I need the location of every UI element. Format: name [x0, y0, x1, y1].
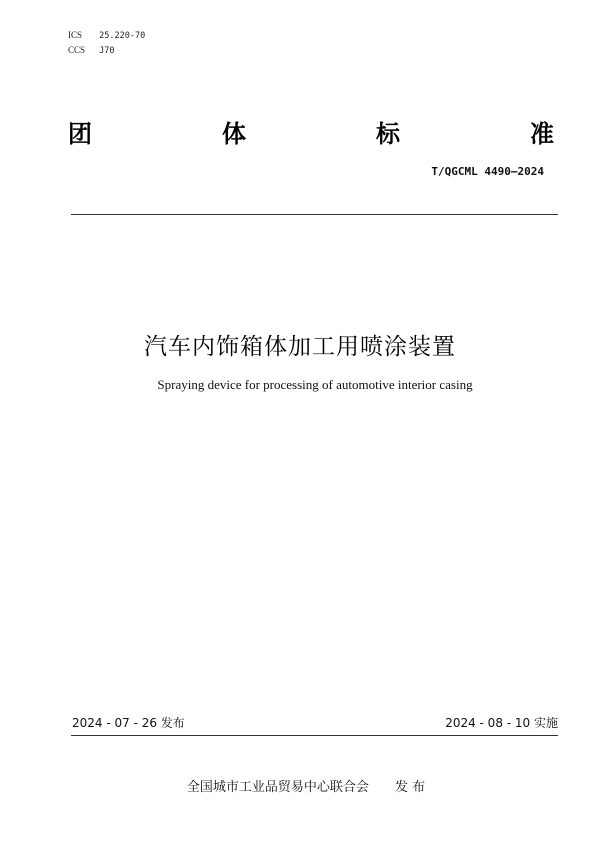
title-chinese: 汽车内饰箱体加工用喷涂装置 — [144, 334, 456, 360]
ccs-label: CCS — [68, 45, 86, 55]
doc-type-char: 体 — [222, 120, 246, 148]
implementation-date: 2024 - 08 - 10 实施 — [445, 716, 558, 730]
doc-type-char: 标 — [376, 120, 400, 148]
title-english: Spraying device for processing of automotive interior casing — [157, 377, 473, 392]
doc-type-char: 准 — [530, 120, 554, 148]
ics-value: 25.220-70 — [99, 31, 146, 41]
header-divider — [71, 214, 558, 215]
ccs-classification — [68, 45, 114, 56]
doc-type-char: 团 — [68, 120, 92, 148]
ccs-value: J70 — [99, 46, 115, 56]
publisher-line — [0, 776, 600, 795]
issue-date: 2024 - 07 - 26 发布 — [72, 716, 185, 730]
standard-number: T/QGCML 4490—2024 — [431, 165, 544, 178]
publisher-action: 发 布 — [394, 780, 426, 795]
footer-divider — [71, 735, 558, 736]
document-type-heading — [68, 114, 554, 149]
ics-label: ICS — [68, 30, 83, 40]
publisher-name: 全国城市工业品贸易中心联合会 — [186, 780, 369, 795]
ics-classification — [68, 30, 145, 41]
